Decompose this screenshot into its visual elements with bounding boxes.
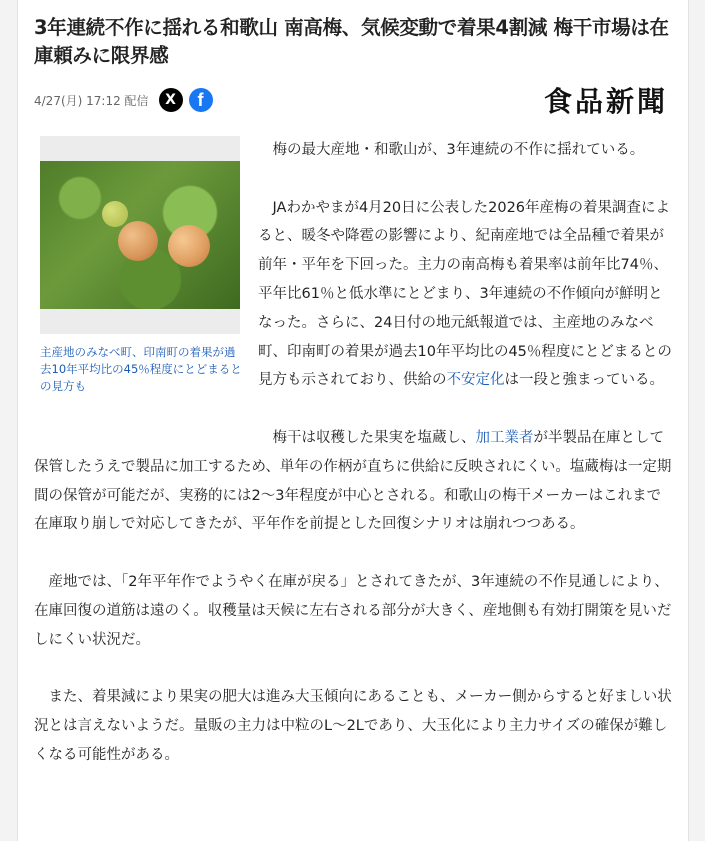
publisher-logo[interactable]: 食品新聞 (543, 85, 668, 118)
x-share-icon[interactable]: X (159, 88, 183, 112)
paragraph-3: 梅干は収穫した果実を塩蔵し、加工業者が半製品在庫として保管したうえで製品に加工するため、単年の作柄が直ちに供給に反映されにくい。塩蔵梅は一定期間の保管が可能だが、実務的には2～3年程度が中心とされる。和歌山の梅干メーカーはこれまで在庫取り崩しで対応してきたが、平年作を前提とした回復シナリオは崩れつつある。 (34, 429, 672, 533)
article-title: 3年連続不作に揺れる和歌山 南高梅、気候変動で着果4割減 梅干市場は在庫頼みに限界感 (34, 16, 669, 67)
keyword-link-processor[interactable]: 加工業者 (475, 429, 534, 446)
article-body (34, 136, 674, 798)
paragraph-2: JAわかやまが4月20日に公表した2026年産梅の着果調査によると、暖冬や降雹の影響により、紀南産地では全品種で着果が前年・平年を下回った。主力の南高梅も着果率は前年比74％、平年比61％と低水準にとどまり、3年連続の不作傾向が鮮明となった。さらに、24日付の地元紙報道では、主産地のみなべ町、印南町の着果が過去10年平均比の45％程度にとどまるとの見方も示されており、供給の不安定化は一段と強まっている。 (258, 199, 672, 389)
paragraph-5: また、着果減により果実の肥大は進み大玉傾向にあることも、メーカー側からすると好ましい状況とは言えないようだ。量販の主力は中粒のL～2Lであり、大玉化により主力サイズの確保が難しくなる可能性がある。 (34, 689, 672, 763)
article-card (17, 0, 689, 841)
article-meta (34, 86, 213, 114)
paragraph-4: 産地では、「2年平年作でようやく在庫が戻る」とされてきたが、3年連続の不作見通しにより、在庫回復の道筋は遠のく。収穫量は天候に左右される部分が大きく、産地側も有効打開策を見いだしにくい状況だ。 (34, 573, 672, 648)
paragraph-1: 梅の最大産地・和歌山が、3年連続の不作に揺れている。 (272, 142, 645, 158)
publish-date: 4/27(月) 17:12 配信 (34, 93, 149, 108)
facebook-share-icon[interactable]: f (189, 88, 213, 112)
keyword-link-instability[interactable]: 不安定化 (446, 372, 505, 389)
image-caption: 主産地のみなべ町、印南町の着果が過去10年平均比の45％程度にとどまるとの見方も (40, 345, 242, 393)
